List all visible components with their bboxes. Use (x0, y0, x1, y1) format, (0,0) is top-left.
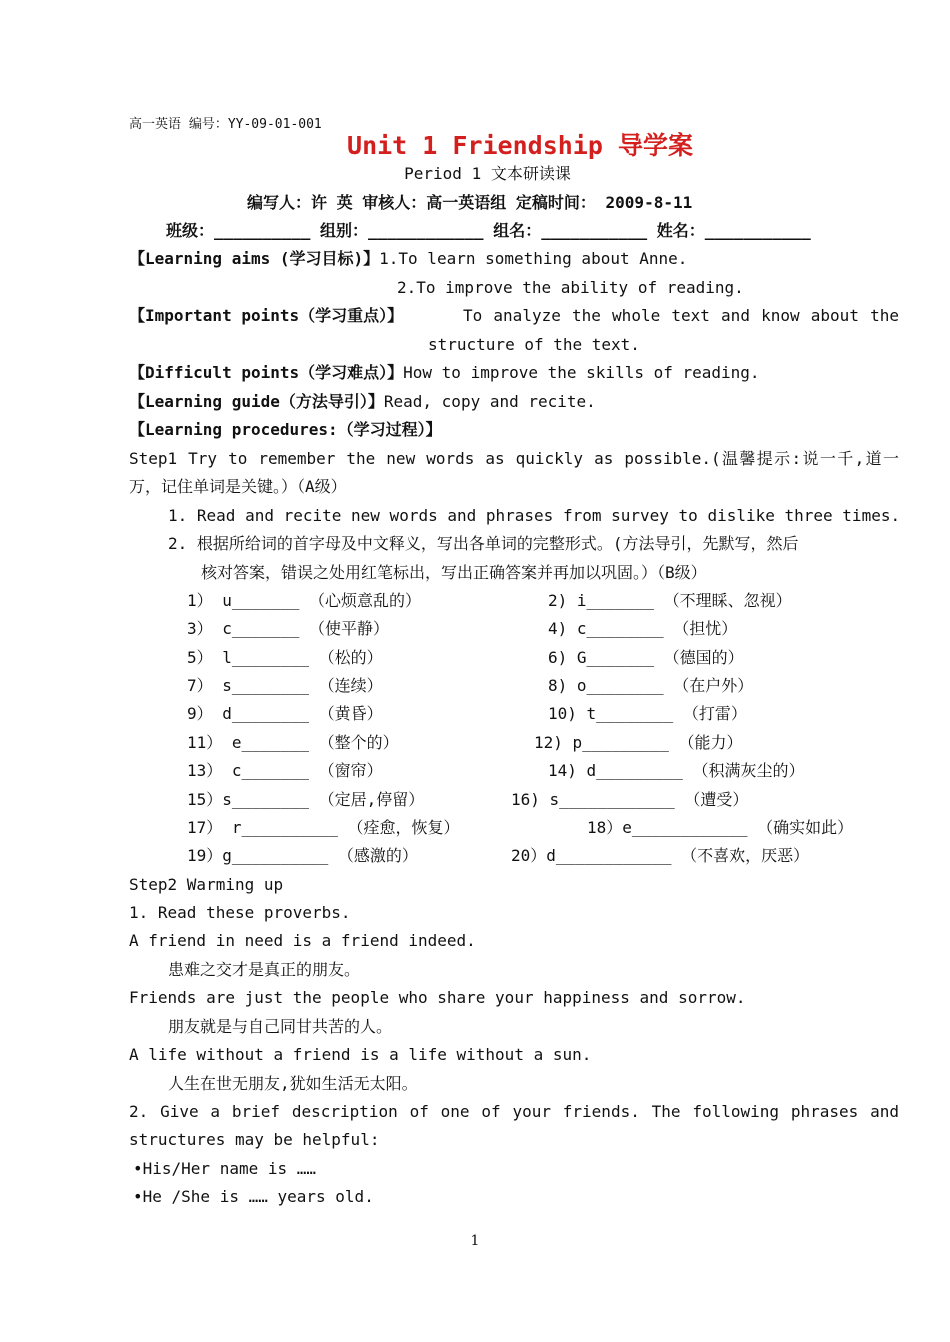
helpful-structure-1: •His/Her name is …… (133, 1159, 317, 1178)
vocab-item: 9） d________ （黄昏） (187, 704, 383, 723)
step1-item-2-continued: 核对答案，错误之处用红笔标出，写出正确答案并再加以巩固。）（B级） (201, 563, 707, 582)
vocab-item: 17） r__________ （痊愈，恢复） (187, 818, 460, 837)
proverb-2-translation: 朋友就是与自己同甘共苦的人。 (168, 1017, 393, 1036)
vocab-item: 2) i_______ （不理睬、忽视） (548, 591, 792, 610)
vocab-item: 14) d_________ （积满灰尘的） (548, 761, 805, 780)
vocab-item: 13） c_______ （窗帘） (187, 761, 383, 780)
learning-guide-label: 【Learning guide（方法导引）】 (129, 392, 384, 411)
important-points-row (129, 306, 899, 326)
learning-aims-label: 【Learning aims (学习目标)】 (129, 249, 380, 268)
vocab-item: 18）e____________ （确实如此） (587, 818, 854, 837)
step1-item-2: 2. 根据所给词的首字母及中文释义，写出各单词的完整形式。(方法导引，先默写，然后 (168, 534, 799, 553)
learning-guide-row (129, 392, 596, 412)
proverb-1-translation: 患难之交才是真正的朋友。 (168, 960, 361, 979)
vocab-item: 16) s____________ （遭受） (511, 790, 749, 809)
read-proverbs-instruction: 1. Read these proverbs. (129, 903, 351, 922)
proverb-1: A friend in need is a friend indeed. (129, 931, 476, 950)
difficult-points-text: How to improve the skills of reading. (403, 363, 760, 382)
important-points-continued: structure of the text. (428, 335, 640, 354)
vocab-item: 19）g__________ （感激的） (187, 846, 418, 865)
description-instruction-continued: structures may be helpful: (129, 1130, 380, 1149)
page-number: 1 (470, 1233, 480, 1249)
learning-guide-text: Read, copy and recite. (383, 392, 596, 411)
vocab-item: 10) t________ （打雷） (548, 704, 747, 723)
description-instruction: 2. Give a brief description of one of your friends. The following phrases and (129, 1102, 899, 1121)
helpful-structure-2: •He /She is …… years old. (133, 1187, 374, 1206)
step2-title: Step2 Warming up (129, 875, 284, 894)
vocab-item: 7） s________ （连续） (187, 676, 383, 695)
vocab-item: 3） c_______ （使平静） (187, 619, 389, 638)
vocab-item: 1） u_______ （心烦意乱的） (187, 591, 421, 610)
vocab-item: 6) G_______ （德国的） (548, 648, 744, 667)
step1-intro-continued: 万，记住单词是关键。）（A级） (129, 477, 347, 496)
vocab-item: 5） l________ （松的） (187, 648, 383, 667)
learning-aim-1: 1.To learn something about Anne. (379, 249, 688, 268)
authors-line: 编写人：许 英 审核人：高一英语组 定稿时间： 2009-8-11 (247, 193, 693, 212)
learning-procedures-label: 【Learning procedures:（学习过程）】 (129, 420, 442, 439)
difficult-points-row (129, 363, 760, 383)
vocab-item: 8) o________ （在户外） (548, 676, 754, 695)
vocab-item: 4) c________ （担忧） (548, 619, 738, 638)
step1-item-1: 1. Read and recite new words and phrases from survey to dislike three times. (168, 506, 901, 525)
difficult-points-label: 【Difficult points（学习难点）】 (129, 363, 404, 382)
page-subtitle: Period 1 文本研读课 (404, 164, 571, 183)
document-serial: 高一英语 编号：YY-09-01-001 (129, 117, 322, 132)
student-info-fields: 班级：__________ 组别：____________ 组名：___________ 姓名：___________ (166, 221, 811, 240)
learning-aim-2: 2.To improve the ability of reading. (397, 278, 744, 297)
page-title: Unit 1 Friendship 导学案 (347, 131, 693, 160)
important-points-label: 【Important points（学习重点）】 (129, 306, 404, 325)
vocab-item: 12) p_________ （能力） (534, 733, 743, 752)
vocab-item: 11） e_______ （整个的） (187, 733, 399, 752)
learning-aims-row (129, 249, 687, 269)
step1-intro: Step1 Try to remember the new words as quickly as possible.(温馨提示:说一千,道一 (129, 449, 899, 468)
proverb-2: Friends are just the people who share your happiness and sorrow. (129, 988, 746, 1007)
proverb-3: A life without a friend is a life without a sun. (129, 1045, 592, 1064)
important-points-text: To analyze the whole text and know about the (463, 306, 899, 325)
vocab-item: 15）s________ （定居,停留） (187, 790, 425, 809)
proverb-3-translation: 人生在世无朋友,犹如生活无太阳。 (168, 1074, 418, 1093)
vocab-item: 20）d____________ （不喜欢，厌恶） (511, 846, 810, 865)
